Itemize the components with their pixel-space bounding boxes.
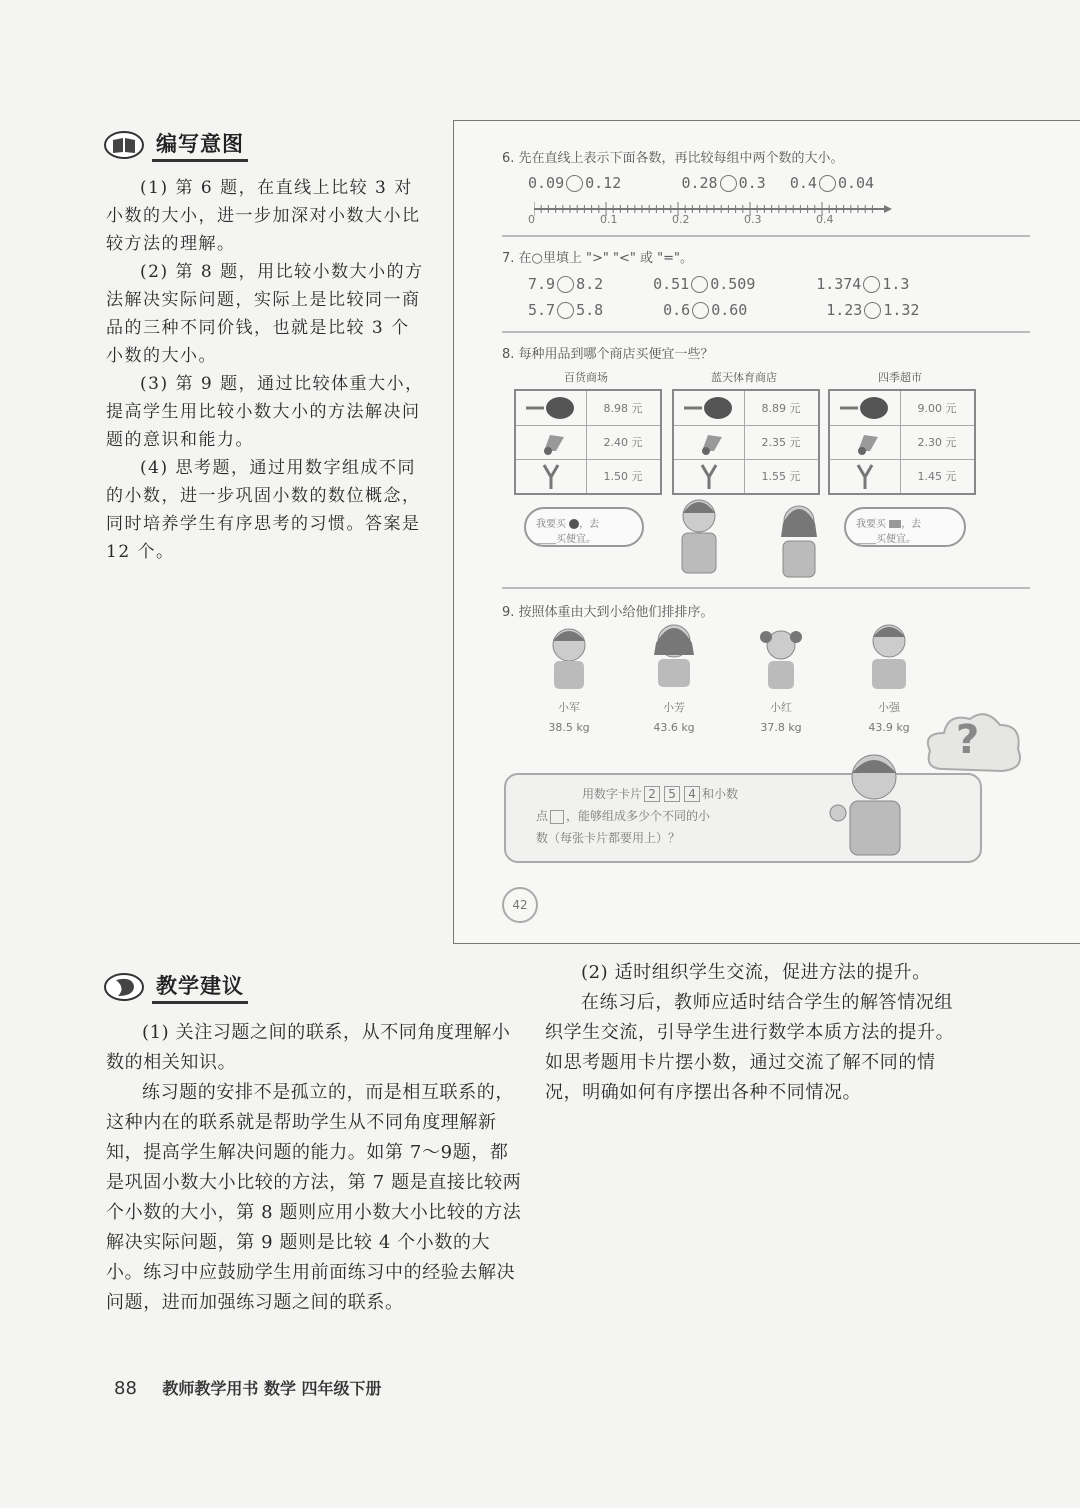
store-name: 百货商场	[564, 371, 608, 384]
price: 2.40 元	[603, 436, 643, 449]
thinking-line-3: 数（每张卡片都要用上）？	[536, 831, 681, 845]
price: 2.30 元	[917, 436, 957, 449]
compare-a: 0.51	[653, 275, 690, 293]
price: 8.98 元	[603, 402, 643, 415]
paragraph: (1) 第 6 题，在直线上比较 3 对小数的大小，进一步加深对小数大小比较方法的理解。	[106, 178, 421, 254]
right-column-text	[545, 958, 963, 1108]
thinking-text: 用数字卡片	[582, 787, 643, 801]
question-6-pairs	[528, 173, 1048, 192]
section-heading-design-intent	[104, 128, 248, 162]
question-mark-icon: ?	[956, 717, 980, 763]
kid-illustration	[746, 621, 816, 691]
number-line-tick-label: 0	[528, 213, 535, 226]
section-heading-label: 教学建议	[152, 970, 248, 1004]
price-table	[828, 389, 976, 495]
blank-circle[interactable]	[566, 175, 583, 192]
slingshot-icon	[516, 459, 586, 493]
blank-circle[interactable]	[863, 276, 880, 293]
compare-b: 0.3	[738, 174, 766, 192]
price: 1.45 元	[917, 470, 957, 483]
racket-icon	[569, 519, 579, 529]
boy-illustration	[654, 491, 744, 581]
blank-circle[interactable]	[819, 175, 836, 192]
compare-b: 8.2	[576, 275, 604, 293]
kid-weight: 43.9 kg	[868, 721, 910, 734]
paragraph: (2) 适时组织学生交流，促进方法的提升。	[581, 962, 931, 983]
compare-a: 0.09	[528, 174, 565, 192]
racket-icon	[674, 391, 744, 425]
compare-b: 0.509	[710, 275, 756, 293]
section-heading-teaching-suggestions	[104, 970, 248, 1004]
blank-circle[interactable]	[720, 175, 737, 192]
kid-name: 小芳	[663, 701, 685, 714]
number-line-tick-label: 0.4	[816, 213, 834, 226]
divider	[502, 235, 1030, 237]
bubble-text: ____买便宜。	[856, 534, 916, 545]
compare-b: 0.04	[837, 174, 875, 192]
kid-weight: 37.8 kg	[760, 721, 802, 734]
thinking-text: 和小数	[702, 787, 739, 801]
paragraph: (1) 关注习题之间的联系，从不同角度理解小数的相关知识。	[106, 1022, 511, 1073]
number-line-tick-label: 0.3	[744, 213, 762, 226]
compare-b: 0.12	[585, 174, 622, 192]
page-number: 88	[114, 1378, 137, 1399]
boy-thinking-illustration	[822, 747, 918, 861]
number-line-tick-label: 0.1	[600, 213, 618, 226]
speech-bubble	[844, 507, 966, 547]
kid-illustration	[534, 621, 604, 691]
kid-weight: 38.5 kg	[548, 721, 590, 734]
teaching-suggestions-text	[106, 1018, 524, 1318]
price-table	[672, 389, 820, 495]
shuttlecock-icon	[674, 425, 744, 459]
bubble-text: ，去	[579, 519, 600, 530]
paragraph: 练习题的安排不是孤立的，而是相互联系的，这种内在的联系就是帮助学生从不同角度理解新知，提高学生解决问题的能力。如第 7～9题，都是巩固小数大小比较的方法，第 7 题是直接比较两个小数的大小，第 8 题则应用小数大小比较的方法解决实际问题，第 9 题则是比较 4 个小数的大小。练习中应鼓励学生用前面练习中的经验去解决问题，进而加强练习题之间的联系。	[106, 1082, 522, 1313]
blank-circle[interactable]	[864, 302, 881, 319]
question-7-title: 7. 在○里填上 ">" "<" 或 "="。	[502, 251, 693, 266]
blank-circle[interactable]	[557, 276, 574, 293]
textbook-page-inset	[453, 120, 1080, 944]
speech-bubble	[524, 507, 644, 547]
racket-icon	[516, 391, 586, 425]
page-footer	[114, 1376, 382, 1399]
compare-a: 1.374	[816, 275, 862, 293]
kid-illustration	[634, 617, 714, 691]
decimal-point-card	[550, 810, 564, 824]
thinking-line-2	[536, 807, 710, 824]
divider	[502, 331, 1030, 333]
compare-a: 0.6	[663, 301, 691, 319]
compare-b: 0.60	[711, 301, 748, 319]
girl-illustration	[759, 497, 839, 581]
paragraph: (3) 第 9 题，通过比较体重大小，提高学生用比较小数大小的方法解决问题的意识和能力。	[106, 374, 424, 450]
compare-a: 7.9	[528, 275, 556, 293]
price: 9.00 元	[917, 402, 957, 415]
paragraph: 在练习后，教师应适时结合学生的解答情况组织学生交流，引导学生进行数学本质方法的提升。如思考题用卡片摆小数，通过交流了解不同的情况，明确如何有序摆出各种不同情况。	[545, 992, 955, 1103]
racket-icon	[830, 391, 900, 425]
store-name: 四季超市	[878, 371, 922, 384]
question-8-title: 8. 每种用品到哪个商店买便宜一些？	[502, 347, 714, 362]
paragraph: (4) 思考题，通过用数字组成不同的小数，进一步巩固小数的数位概念，同时培养学生有序思考的习惯。答案是 12 个。	[106, 458, 421, 562]
teaching-icon	[104, 972, 144, 1002]
digit-card: 5	[664, 786, 680, 802]
book-title: 教师教学用书 数学 四年级下册	[162, 1379, 382, 1398]
bubble-text: 我要买	[536, 519, 566, 530]
compare-a: 0.4	[789, 174, 817, 192]
compare-a: 1.23	[826, 301, 863, 319]
compare-a: 5.7	[528, 301, 556, 319]
shuttlecock-icon	[889, 520, 901, 528]
compare-b: 1.3	[882, 275, 910, 293]
store-name: 蓝天体育商店	[711, 371, 777, 384]
compare-b: 1.32	[883, 301, 920, 319]
question-9-title: 9. 按照体重由大到小给他们排排序。	[502, 605, 714, 620]
bubble-text: ____买便宜。	[536, 534, 596, 545]
shuttlecock-icon	[516, 425, 586, 459]
bubble-text: 我要买	[856, 519, 886, 530]
price: 1.55 元	[761, 470, 801, 483]
design-intent-text	[106, 174, 428, 566]
page-number-badge: 42	[502, 887, 538, 923]
section-heading-label: 编写意图	[152, 128, 248, 162]
slingshot-icon	[674, 459, 744, 493]
divider	[502, 587, 1030, 589]
slingshot-icon	[830, 459, 900, 493]
blank-circle[interactable]	[691, 276, 708, 293]
digit-card: 2	[644, 786, 660, 802]
thinking-text: ，能够组成多少个不同的小	[566, 809, 711, 823]
compare-a: 0.28	[681, 174, 718, 192]
kid-name: 小军	[558, 701, 580, 714]
question-6-title: 6. 先在直线上表示下面各数，再比较每组中两个数的大小。	[502, 151, 844, 166]
compare-b: 5.8	[576, 301, 604, 319]
paragraph: (2) 第 8 题，用比较小数大小的方法解决实际问题，实际上是比较同一商品的三种不同价钱，也就是比较 3 个小数的大小。	[106, 262, 424, 366]
question-7-row	[528, 271, 1048, 297]
open-book-icon	[104, 130, 144, 160]
price: 2.35 元	[761, 436, 801, 449]
price: 8.89 元	[761, 402, 801, 415]
question-7-row	[528, 297, 1048, 323]
thinking-line-1	[582, 785, 738, 802]
kid-weight: 43.6 kg	[653, 721, 695, 734]
blank-circle[interactable]	[692, 302, 709, 319]
question-7-grid	[528, 271, 1048, 323]
price: 1.50 元	[603, 470, 643, 483]
thinking-text: 点	[536, 809, 549, 823]
bubble-text: ，去	[901, 519, 922, 530]
shuttlecock-icon	[830, 425, 900, 459]
kid-illustration	[854, 617, 924, 691]
number-line-tick-label: 0.2	[672, 213, 690, 226]
number-line-labels	[528, 213, 894, 229]
blank-circle[interactable]	[557, 302, 574, 319]
kid-name: 小红	[770, 701, 792, 714]
digit-card: 4	[684, 786, 700, 802]
kid-name: 小强	[878, 701, 900, 714]
price-table	[514, 389, 662, 495]
